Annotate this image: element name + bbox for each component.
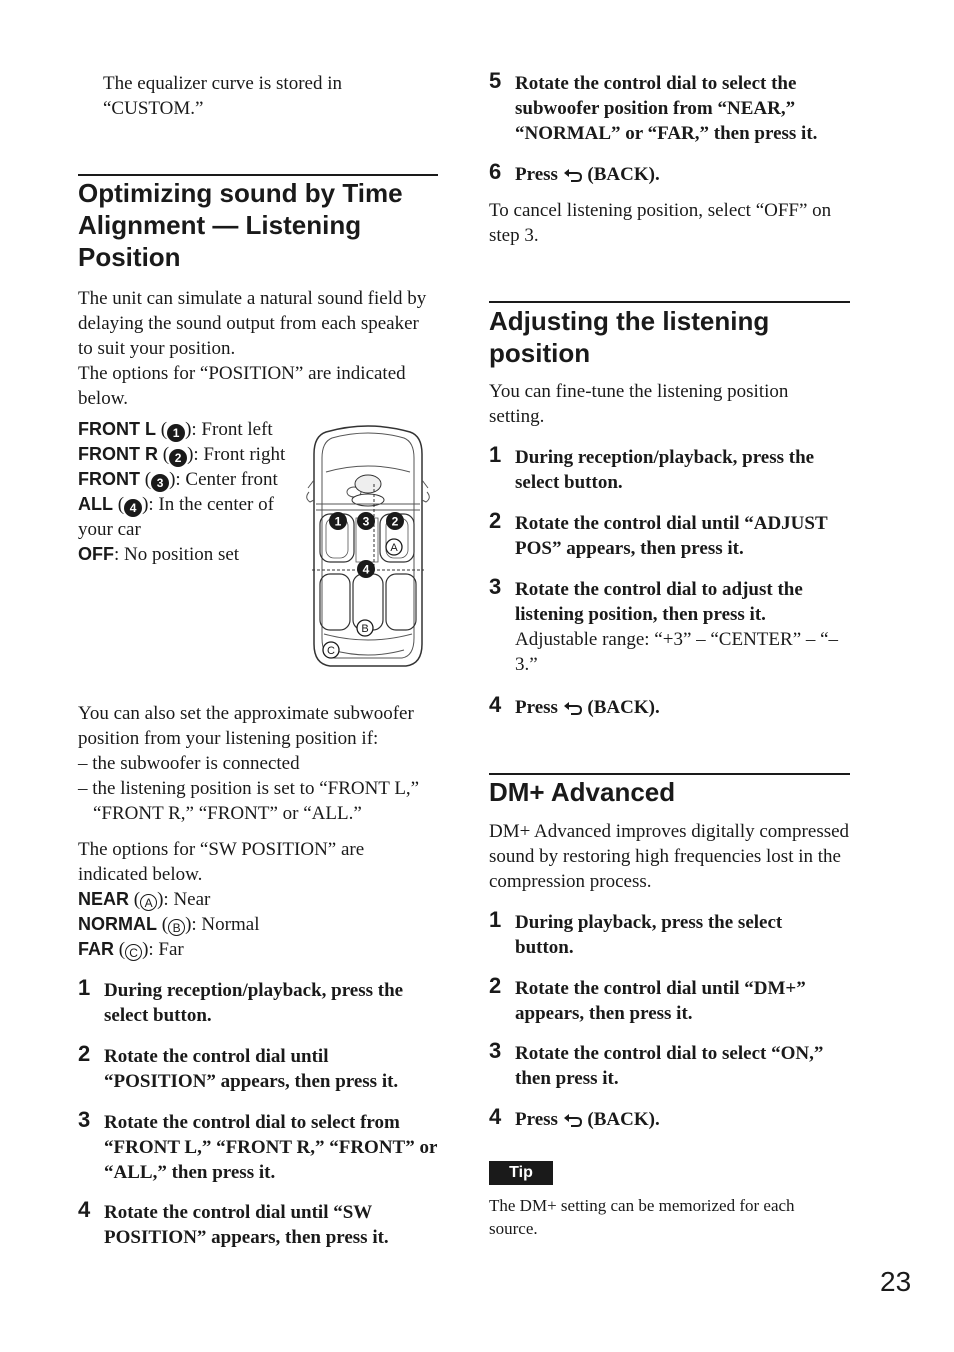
tip-text: The DM+ setting can be memorized for each source. — [489, 1196, 795, 1238]
svg-text:4: 4 — [362, 562, 370, 577]
sw-options-intro: The options for “SW POSITION” are indicated below. — [78, 839, 365, 885]
adjust-step-4: 4 Press (BACK). — [489, 692, 660, 718]
sw-option-near: NEAR ( A ): Near — [78, 889, 211, 910]
dm-step-2: 2 Rotate the control dial until “DM+” appears, then press it. — [489, 973, 806, 1024]
diagram-marker-4 — [357, 560, 375, 578]
option-front-r: FRONT R ( 2 ): Front right — [78, 444, 286, 465]
condition-item: – the subwoofer is connected — [78, 753, 300, 774]
option-off: OFF: No position set — [78, 544, 240, 565]
marker-2-icon: 2 — [169, 449, 187, 467]
option-all: ALL ( 4 ): In the center of your car — [78, 494, 274, 540]
back-icon — [563, 700, 583, 716]
sw-options-list — [78, 887, 438, 962]
marker-3-icon: 3 — [151, 474, 169, 492]
marker-b-icon: B — [168, 919, 185, 936]
marker-1-icon: 1 — [167, 424, 185, 442]
option-front-l: FRONT L ( 1 ): Front left — [78, 419, 273, 440]
marker-a-icon: A — [140, 894, 157, 911]
sw-option-far: FAR ( C ): Far — [78, 939, 184, 960]
step-3: 3 Rotate the control dial to select from “FRONT L,” “FRONT R,” “FRONT” or “ALL,” then press it. — [78, 1107, 438, 1183]
section-title-dm-advanced: DM+ Advanced — [489, 777, 676, 807]
svg-text:C: C — [327, 645, 335, 657]
svg-text:A: A — [390, 542, 398, 554]
marker-c-icon: C — [125, 944, 142, 961]
dm-step-4: 4 Press (BACK). — [489, 1104, 660, 1130]
condition-item: – the listening position is set to “FRONT L,” “FRONT R,” “FRONT” or “ALL.” — [78, 778, 420, 824]
step-2: 2 Rotate the control dial until “POSITION” appears, then press it. — [78, 1041, 399, 1092]
position-options-intro: The options for “POSITION” are indicated below. — [78, 363, 406, 409]
adjust-step-1: 1 During reception/playback, press the select button. — [489, 442, 815, 493]
car-seating-diagram — [306, 424, 430, 670]
diagram-marker-3 — [357, 512, 375, 530]
section-divider — [489, 301, 850, 303]
sw-option-normal: NORMAL ( B ): Normal — [78, 914, 260, 935]
diagram-marker-a — [386, 539, 402, 555]
dm-step-1: 1 During playback, press the select button. — [489, 907, 783, 958]
diagram-marker-1 — [329, 512, 347, 530]
svg-text:2: 2 — [391, 514, 399, 529]
marker-4-icon: 4 — [124, 499, 142, 517]
adjustable-range-note: Adjustable range: “+3” – “CENTER” – “–3.” — [515, 629, 839, 675]
diagram-marker-2 — [386, 512, 404, 530]
section-divider — [489, 773, 850, 775]
back-icon — [563, 1112, 583, 1128]
svg-text:1: 1 — [334, 514, 342, 529]
time-alignment-intro: The unit can simulate a natural sound field by delaying the sound output from each speaker to suit your position. — [78, 288, 427, 359]
section-title-time-alignment: Optimizing sound by Time Alignment — Listening Position — [78, 178, 403, 272]
step-1: 1 During reception/playback, press the select button. — [78, 975, 404, 1026]
page-number: 23 — [880, 1266, 912, 1297]
equalizer-note: The equalizer curve is stored in “CUSTOM.” — [103, 73, 342, 119]
section-divider — [78, 174, 438, 176]
diagram-marker-c — [323, 642, 339, 658]
section-title-adjusting: Adjusting the listening position — [489, 306, 770, 368]
option-front: FRONT ( 3 ): Center front — [78, 469, 278, 490]
tip-badge: Tip — [489, 1161, 553, 1185]
diagram-marker-b — [357, 620, 373, 636]
adjust-step-3: 3 Rotate the control dial to adjust the listening position, then press it. Adjustable range: “+3” – “CENTER” – “–3.” — [489, 577, 851, 677]
dm-advanced-intro: DM+ Advanced improves digitally compressed sound by restoring high frequencies lost in the compression process. — [489, 821, 850, 892]
subwoofer-conditions — [78, 751, 438, 826]
svg-text:B: B — [361, 623, 369, 635]
step-6: 6 Press (BACK). — [489, 159, 660, 185]
position-options-list — [78, 417, 300, 567]
svg-text:3: 3 — [362, 514, 370, 529]
subwoofer-intro: You can also set the approximate subwoofer position from your listening position if: — [78, 703, 414, 749]
dm-step-3: 3 Rotate the control dial to select “ON,” then press it. — [489, 1038, 824, 1089]
back-icon — [563, 167, 583, 183]
adjusting-intro: You can fine-tune the listening position setting. — [489, 381, 789, 427]
cancel-note: To cancel listening position, select “OFF” on step 3. — [489, 200, 832, 246]
step-4: 4 Rotate the control dial until “SW POSITION” appears, then press it. — [78, 1197, 389, 1248]
adjust-step-2: 2 Rotate the control dial until “ADJUST POS” appears, then press it. — [489, 508, 828, 559]
step-5: 5 Rotate the control dial to select the subwoofer position from “NEAR,” “NORMAL” or “FAR,” then press it. — [489, 68, 818, 144]
